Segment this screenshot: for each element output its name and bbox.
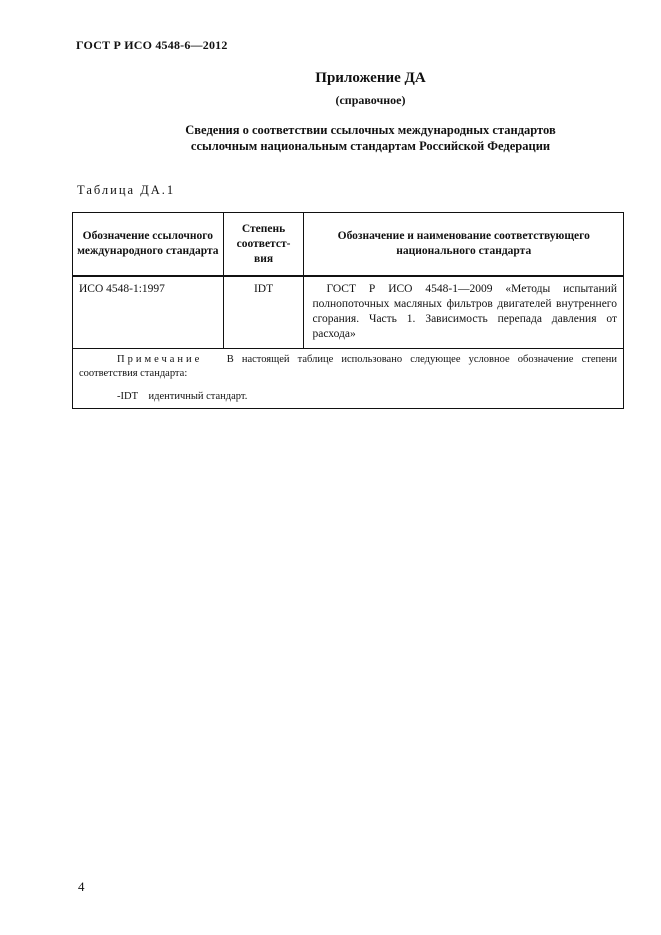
table-header-row (73, 213, 624, 277)
table-note-row (73, 349, 624, 409)
note-abbreviation (79, 390, 617, 404)
section-title-line-2: ссылочным национальным стандартам Российской Федерации (190, 139, 551, 153)
note-label: Примечание (117, 354, 203, 365)
page-number: 4 (78, 879, 85, 894)
document-code: ГОСТ Р ИСО 4548-6—2012 (76, 38, 228, 52)
section-title (0, 122, 661, 154)
table-row (73, 276, 624, 349)
appendix-subtitle: (справочное) (335, 93, 406, 107)
header-reference-standard: Обозначение ссылочного международного стандарта (73, 213, 224, 277)
note-text (79, 353, 617, 381)
header-degree: Степень соответст-вия (223, 213, 304, 277)
note-body: В настоящей таблице использовано следующее условное обозначение степени соответствия стандарта: (79, 354, 617, 379)
note-abbr-code: -IDT (117, 391, 138, 402)
table-note (73, 349, 624, 409)
cell-degree: IDT (223, 276, 304, 349)
note-abbr-text: идентичный стандарт. (148, 391, 248, 402)
cell-reference-standard: ИСО 4548-1:1997 (73, 276, 224, 349)
correspondence-table (72, 212, 624, 409)
section-title-line-1: Сведения о соответствии ссылочных международных стандартов (185, 123, 556, 137)
table-caption: Таблица ДА.1 (77, 183, 176, 197)
cell-national-standard: ГОСТ Р ИСО 4548-1—2009 «Методы испытаний полнопоточных масляных фильтров двигателей внутреннего сгорания. Часть 1. Зависимость перепада давления от расхода» (304, 276, 624, 349)
header-national-standard: Обозначение и наименование соответствующего национального стандарта (304, 213, 624, 277)
appendix-title: Приложение ДА (315, 70, 426, 86)
